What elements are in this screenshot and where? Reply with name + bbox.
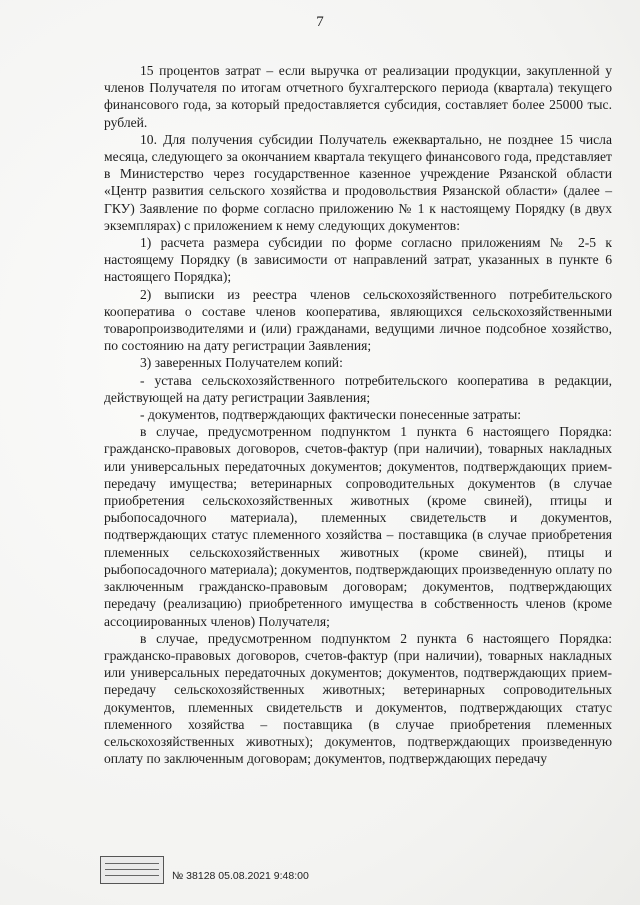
paragraph-charter: - устава сельскохозяйственного потребительского кооператива в редакции, действующей на дату регистрации Заявления; xyxy=(104,372,612,405)
page-number: 7 xyxy=(316,14,324,30)
page-footer xyxy=(100,852,520,892)
document-body xyxy=(104,62,612,767)
paragraph-calculation: 1) расчета размера субсидии по форме согласно приложениям № 2-5 к настоящему Порядку (в зависимости от направлений затрат, указанных в пункте 6 настоящего Порядка); xyxy=(104,235,612,285)
registry-stamp-icon xyxy=(100,856,164,884)
paragraph-expense-documents: - документов, подтверждающих фактически понесенные затраты: xyxy=(140,407,522,423)
paragraph-subsidy-rate: 15 процентов затрат – если выручка от реализации продукции, закупленной у членов Получателя по итогам отчетного бухгалтерского периода (квартала) текущего финансового года, за который предоставляется субсидия, составляет более 25000 тыс. рублей. xyxy=(104,63,612,130)
paragraph-certified-copies: 3) заверенных Получателем копий: xyxy=(140,355,343,371)
paragraph-item-10: 10. Для получения субсидии Получатель ежеквартально, не позднее 15 числа месяца, следующего за окончанием квартала текущего финансового года, представляет в Министерство через государственное казенное учреждение Рязанской области «Центр развития сельского хозяйства и продовольствия Рязанской области» (далее – ГКУ) Заявление по форме согласно приложению № 1 к настоящему Порядку (в двух экземплярах) с приложением к нему следующих документов: xyxy=(104,131,612,233)
registration-number: № 38128 05.08.2021 9:48:00 xyxy=(172,870,309,882)
paragraph-case-subitem-1: в случае, предусмотренном подпунктом 1 пункта 6 настоящего Порядка: гражданско-правовых договоров, счетов-фактур (при наличии), товарных накладных или универсальных передаточных документов; документов, подтверждающих прием-передачу имущества; ветеринарных сопроводительных документов (в случае приобретения сельскохозяйственных животных (кроме свиней), птицы и рыбопосадочного материала), племенных свидетельств и документов, подтверждающих статус племенного хозяйства – поставщика (в случае приобретения племенных сельскохозяйственных животных (кроме свиней), птицы и рыбопосадочного материала); документов, подтверждающих произведенную оплату по заключенным гражданско-правовым договорам; документов, подтверждающих передачу (реализацию) приобретенного имущества в собственность членов (кроме ассоциированных членов) Получателя; xyxy=(104,424,612,629)
paragraph-case-subitem-2: в случае, предусмотренном подпунктом 2 пункта 6 настоящего Порядка: гражданско-правовых договоров, счетов-фактур (при наличии), товарных накладных или универсальных передаточных документов; документов, подтверждающих прием-передачу сельскохозяйственных животных; ветеринарных сопроводительных документов, племенных свидетельств и документов, подтверждающих статус племенного хозяйства – поставщика (в случае приобретения племенных сельскохозяйственных животных); документов, подтверждающих произведенную оплату по заключенным договорам; документов, подтверждающих передачу xyxy=(104,630,612,767)
paragraph-registry-extract: 2) выписки из реестра членов сельскохозяйственного потребительского кооператива о составе членов кооператива, являющихся сельскохозяйственными товаропроизводителями и (или) гражданами, ведущими личное подсобное хозяйство, по состоянию на дату регистрации Заявления; xyxy=(104,286,612,354)
